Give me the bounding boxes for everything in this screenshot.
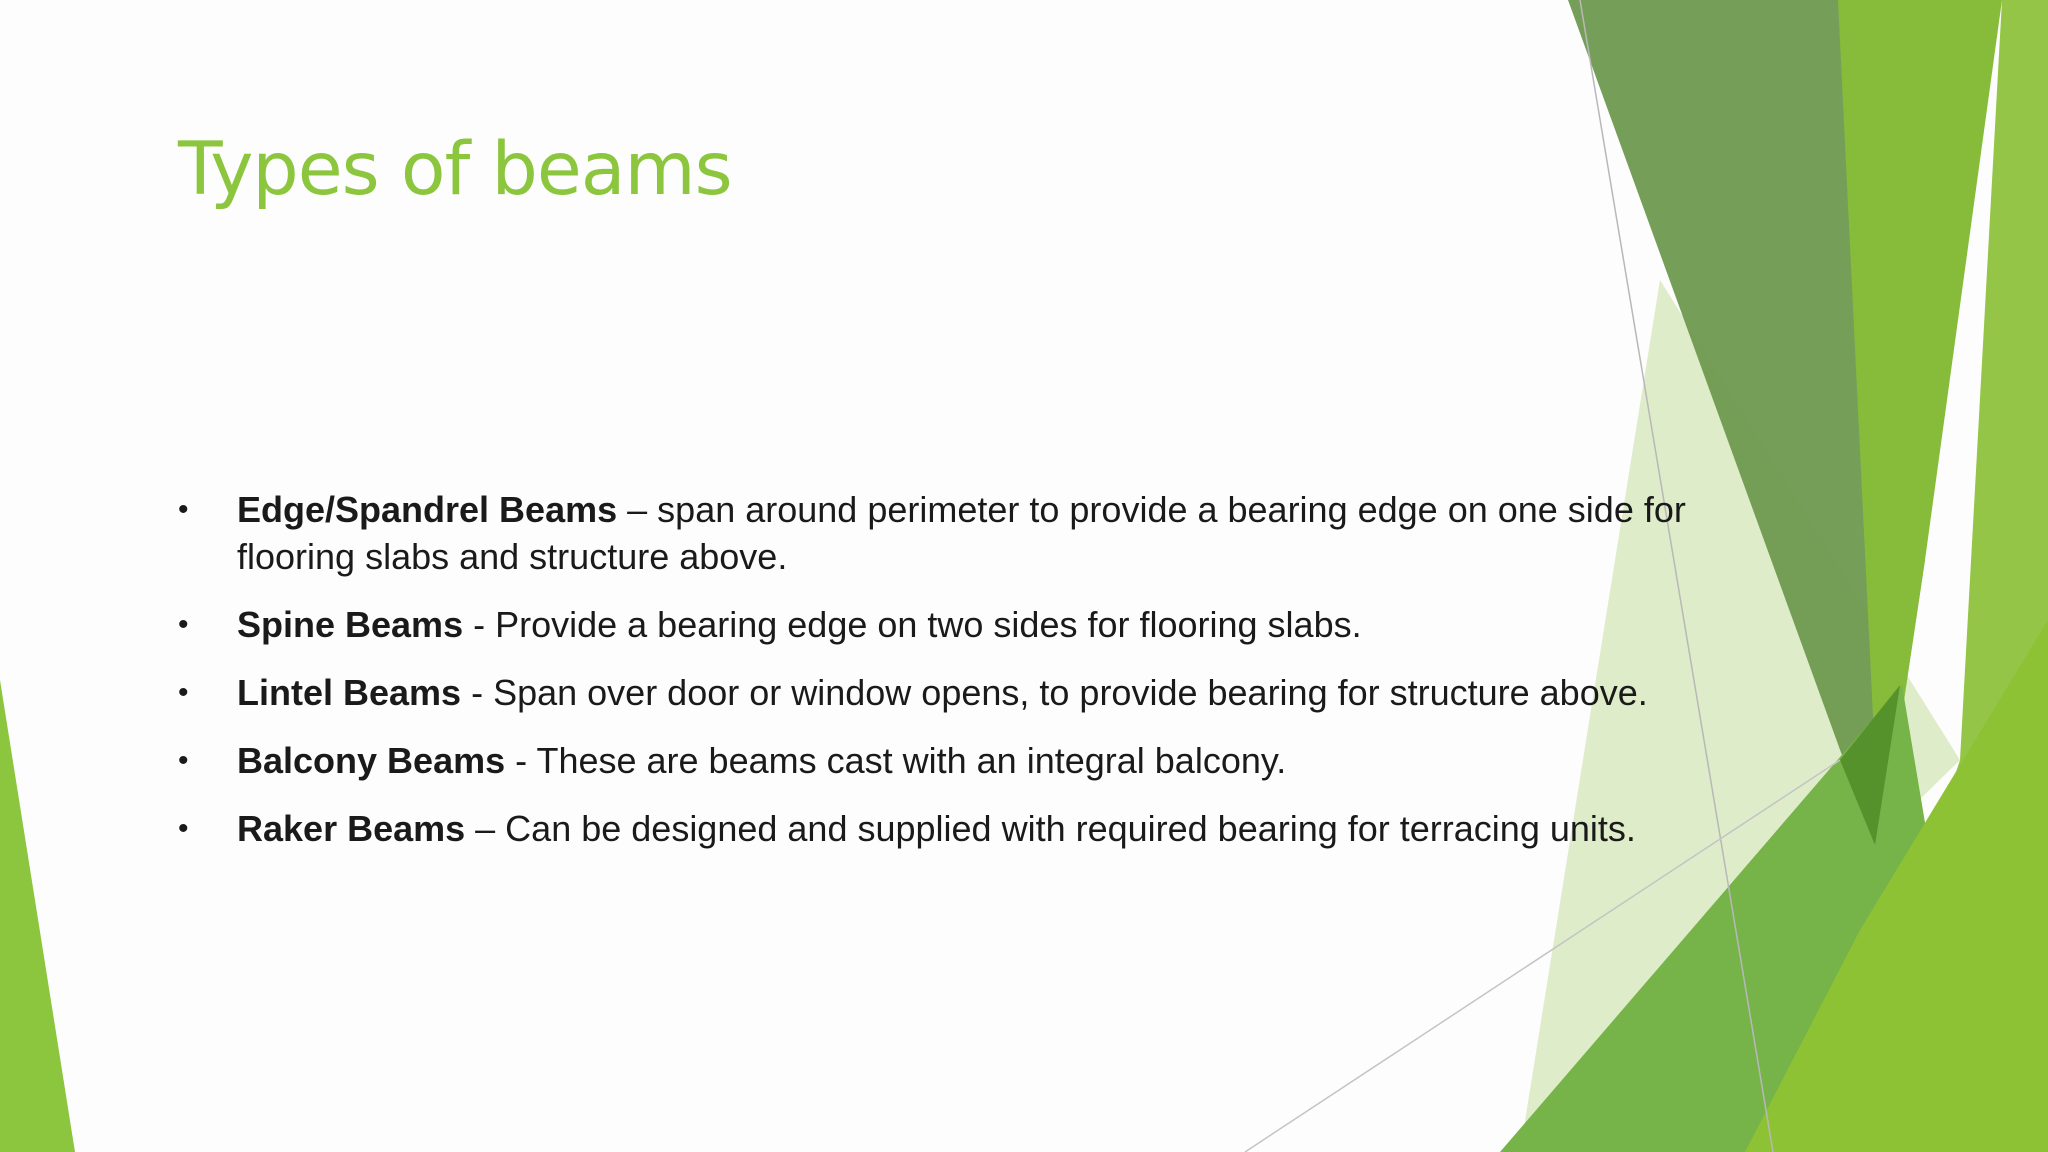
bullet-icon: • xyxy=(178,812,189,845)
bullet-icon: • xyxy=(178,744,189,777)
bullet-list xyxy=(178,486,1778,873)
bullet-description: - Span over door or window opens, to provide bearing for structure above. xyxy=(461,672,1648,713)
bullet-item-raker xyxy=(178,805,1778,852)
slide-title: Types of beams xyxy=(178,127,732,212)
left-edge-shape xyxy=(0,680,75,1152)
bullet-term: Balcony Beams xyxy=(237,740,506,781)
bullet-description: – span around perimeter to provide a bearing edge on one side for flooring slabs and structure above. xyxy=(237,489,1686,577)
bullet-icon: • xyxy=(178,608,189,641)
bullet-description: - Provide a bearing edge on two sides for flooring slabs. xyxy=(463,604,1362,645)
bullet-term: Raker Beams xyxy=(237,808,466,849)
bullet-item-balcony xyxy=(178,737,1778,784)
bullet-item-lintel xyxy=(178,669,1778,716)
bullet-item-spine xyxy=(178,601,1778,648)
bullet-term: Edge/Spandrel Beams xyxy=(237,489,618,530)
bullet-item-edge-spandrel xyxy=(178,486,1777,580)
bullet-term: Spine Beams xyxy=(237,604,464,645)
bullet-term: Lintel Beams xyxy=(237,672,462,713)
bullet-icon: • xyxy=(178,493,189,526)
bullet-icon: • xyxy=(178,676,189,709)
bullet-description: – Can be designed and supplied with required bearing for terracing units. xyxy=(465,808,1636,849)
bullet-description: - These are beams cast with an integral balcony. xyxy=(505,740,1287,781)
